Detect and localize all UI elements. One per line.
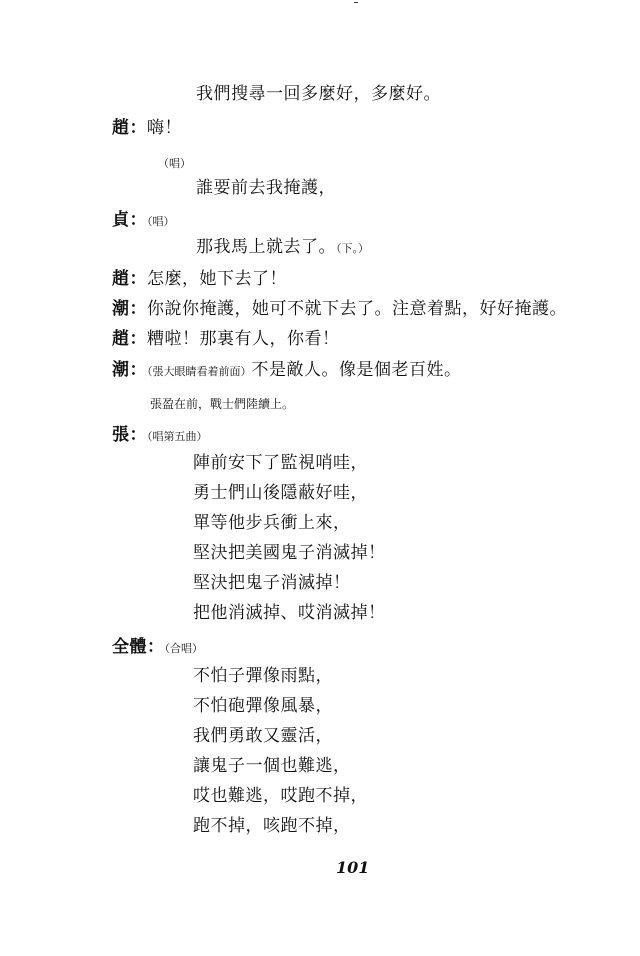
lyric-line: 讓鬼子一個也難逃，: [193, 756, 351, 776]
stage-direction: （下。）: [336, 242, 369, 255]
speaker-name: 張：: [112, 425, 147, 445]
lyric-line: 我們勇敢又靈活，: [193, 726, 333, 746]
top-mark: [354, 2, 358, 3]
speaker-name: 趙：: [112, 118, 147, 138]
page-number: 101: [336, 858, 370, 877]
dialogue-text: 你說你掩護，她可不就下去了。注意着點，好好掩護。: [147, 299, 567, 319]
speaker-name: 潮：: [112, 299, 147, 319]
lyric-line: 勇士們山後隱蔽好哇，: [193, 483, 368, 503]
stage-direction: （唱）: [147, 215, 175, 228]
dialogue-line: [112, 117, 182, 139]
lyric-line: 堅決把美國鬼子消滅掉！: [193, 543, 386, 563]
stage-direction: （張大眼睛看着前面）: [147, 365, 252, 378]
lyric-line: 不怕子彈像雨點，: [193, 666, 333, 686]
speaker-name: 潮：: [112, 360, 147, 380]
dialogue-line: [112, 359, 462, 383]
speaker-name: 全體：: [112, 637, 165, 657]
lyric-line: 我們搜尋一回多麼好，多麼好。: [196, 84, 441, 104]
dialogue-text: 糟啦！那裏有人，你看！: [147, 329, 340, 349]
lyric-line: 哎也難逃，哎跑不掉，: [193, 786, 368, 806]
lyric-line: 陣前安下了監視哨哇，: [193, 453, 368, 473]
lyric-line: 把他消滅掉、哎消滅掉！: [193, 603, 386, 623]
speaker-name: 趙：: [112, 329, 147, 349]
lyric-line: 堅決把鬼子消滅掉！: [193, 573, 351, 593]
dialogue-line: [112, 328, 340, 350]
dialogue-text: 不是敵人。像是個老百姓。: [251, 360, 462, 380]
dialogue-text: 怎麼，她下去了！: [147, 269, 287, 289]
dialogue-line: [112, 636, 203, 660]
dialogue-line: [112, 268, 287, 290]
dialogue-line: [112, 298, 567, 320]
lyric-line: 單等他步兵衝上來，: [193, 513, 351, 533]
lyric-line: 跑不掉，咳跑不掉，: [193, 816, 351, 836]
speaker-name: 趙：: [112, 269, 147, 289]
dialogue-text: 嗨！: [147, 118, 182, 138]
speaker-name: 貞：: [112, 210, 147, 230]
lyric-line: 誰要前去我掩護，: [196, 178, 336, 198]
stage-direction: （合唱）: [164, 642, 203, 655]
dialogue-line: [112, 209, 175, 233]
stage-direction: 張盈在前，戰士們陸續上。: [150, 397, 295, 411]
stage-direction: （唱）: [158, 157, 191, 170]
lyric-line: 不怕砲彈像風暴，: [193, 696, 333, 716]
dialogue-line: [112, 424, 208, 448]
stage-direction: （唱第五曲）: [147, 430, 208, 443]
lyric-line: 那我馬上就去了。（下。）: [196, 237, 369, 257]
